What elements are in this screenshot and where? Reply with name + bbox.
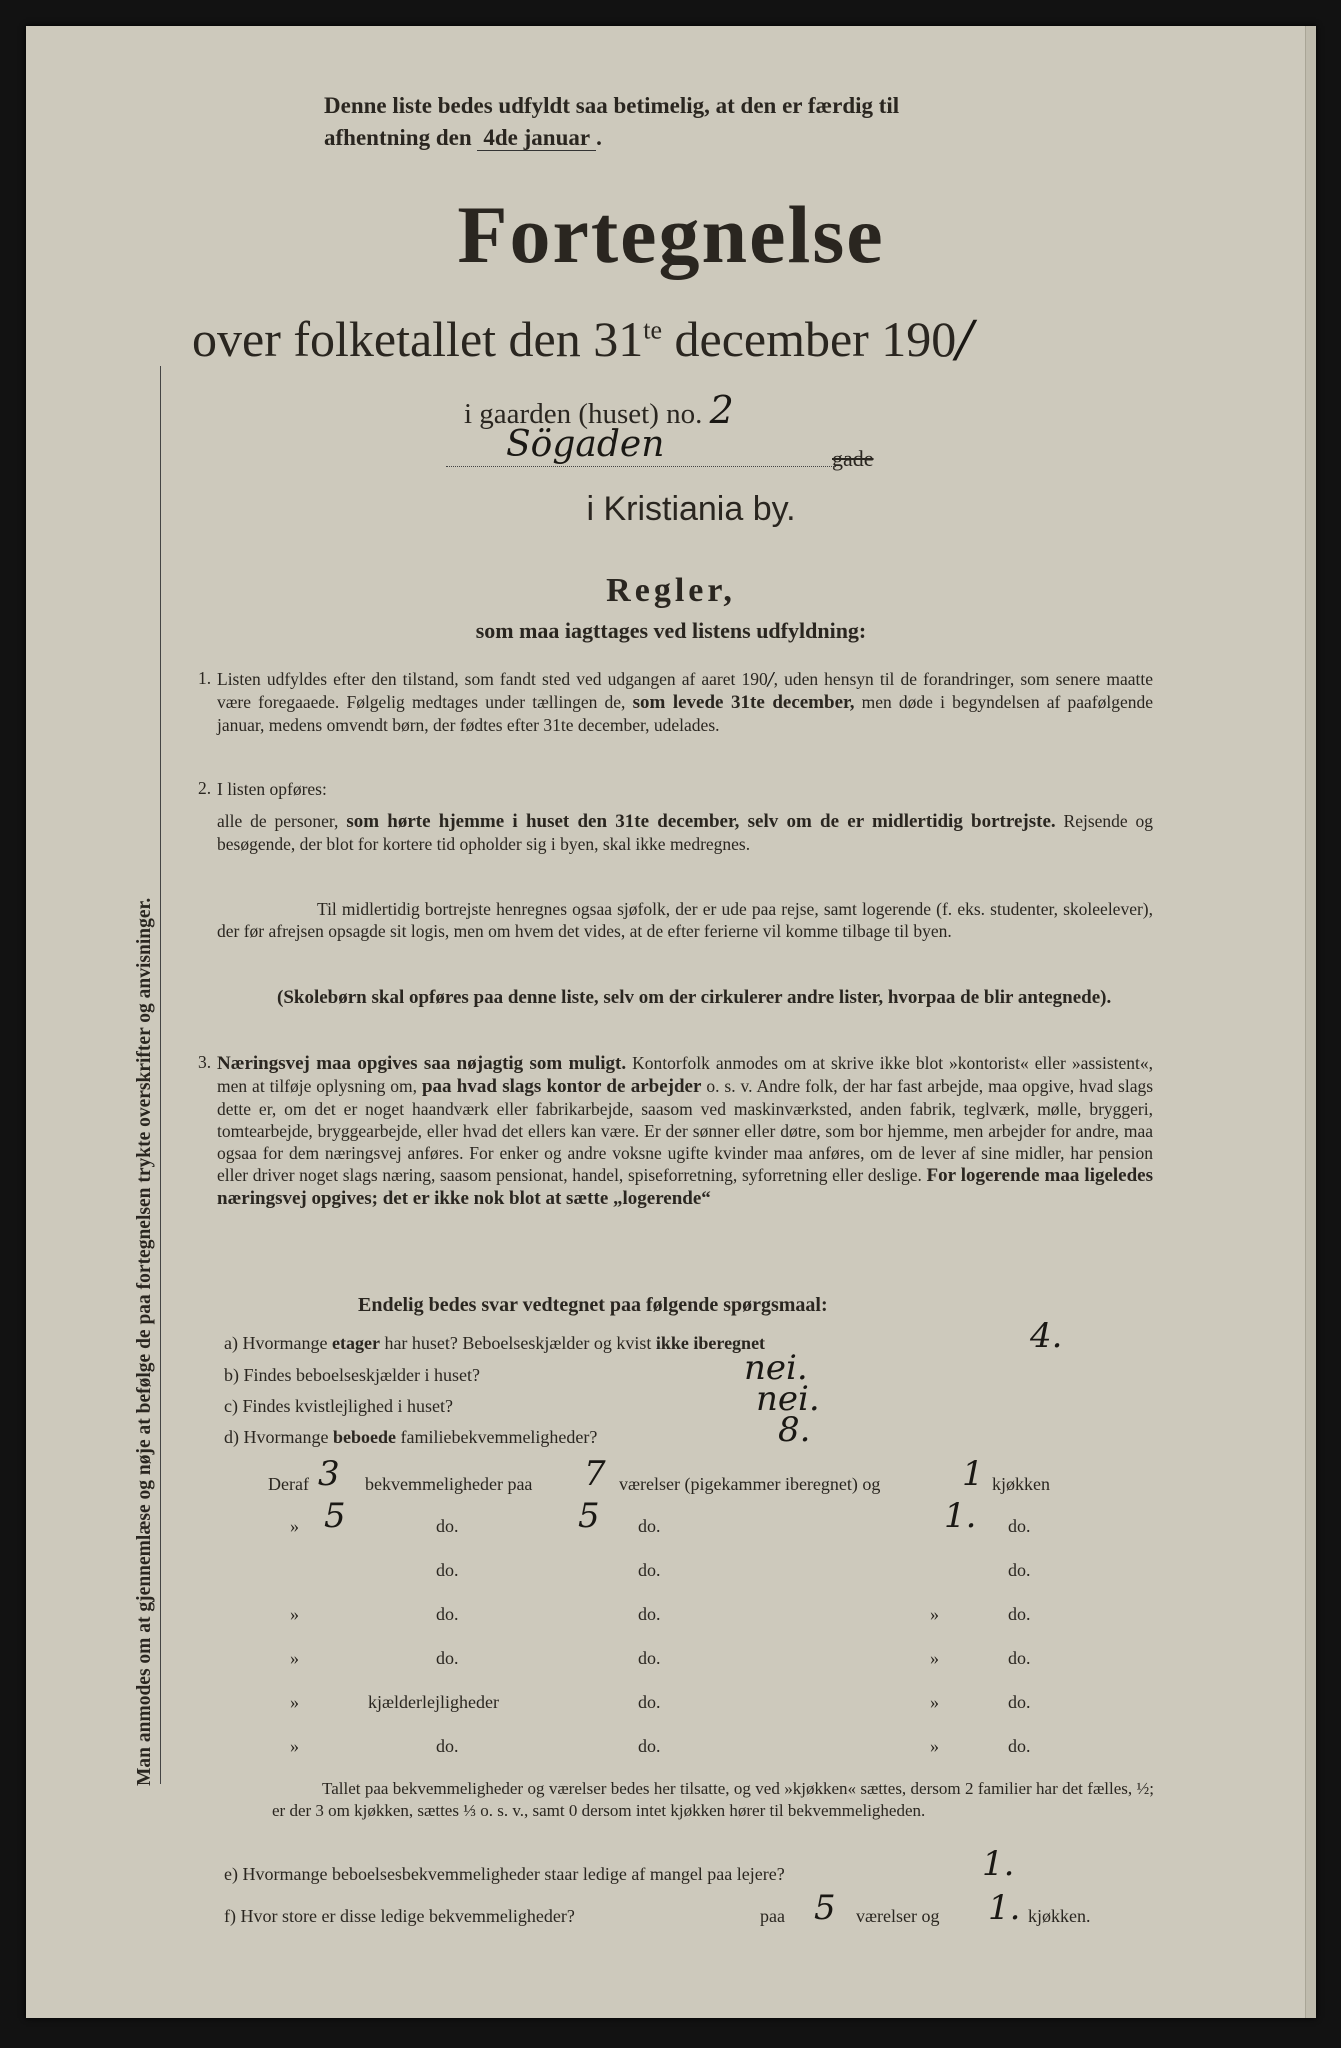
street-name: Sögaden — [506, 424, 665, 465]
street-suffix: gade — [832, 446, 874, 471]
census-form-page — [26, 26, 1316, 2018]
rule-1 — [217, 668, 1153, 736]
row-4-ditto: » — [290, 1604, 299, 1624]
row-4-do-2: do. — [638, 1604, 661, 1624]
rule-2-bold: som hørte hjemme i huset den 31te december, selv om de er midlertidig bortrejste. — [346, 811, 1056, 832]
row-4-do-3: do. — [1008, 1604, 1031, 1624]
row-6-ditto: » — [290, 1692, 299, 1712]
rule-1-year: / — [767, 670, 774, 690]
row-7-do-3: do. — [1008, 1736, 1031, 1756]
question-a-bold-1: etager — [331, 1333, 380, 1353]
question-d-label: d) — [224, 1427, 239, 1447]
row-1-rooms: 7 — [584, 1454, 606, 1494]
answer-b: nei. — [744, 1348, 808, 1388]
notice-line-1: Denne liste bedes udfyldt saa betimelig, at den er færdig til — [324, 93, 900, 118]
row-2-do-1: do. — [436, 1516, 459, 1536]
answer-a: 4. — [1030, 1316, 1063, 1356]
question-f-label: f) — [224, 1906, 236, 1926]
rule-2 — [217, 810, 1153, 855]
subtitle-suffix: december 190 — [662, 311, 957, 367]
question-d-pre: Hvormange — [243, 1427, 329, 1447]
gaard-label: i gaarden (huset) no. — [464, 398, 703, 430]
rules-subheading: som maa iagttages ved listens udfyldning: — [475, 618, 867, 643]
row-4-ditto-2: » — [930, 1604, 939, 1624]
question-f-paa: paa — [760, 1906, 785, 1926]
answer-c: nei. — [756, 1379, 820, 1419]
rule-3-text-b: o. s. v. Andre folk, der har fast arbejde, maa opgive, hvad slags dette er, om det er noget haandværk eller fabrikarbejde, saasom ved maskinværksted, anden fabrik, teglværk, mølle, bryggeri, tomtearbejde, bryggearbejde, eller hvad det ellers kan være. Er der sønner eller døtre, som bor hjemme, men arbejder for andre, maa ogsaa for dem næringsvej anføres. For enker og andre voksne ugifte kvinder maa anføres, om de lever af sine midler, har pension eller driver noget slags næring, saasom pensionat, handel, spiseforretning, syforretning eller deslige. — [217, 1076, 1154, 1185]
question-b — [224, 1365, 480, 1386]
question-d-bold: beboede — [332, 1427, 396, 1447]
question-c — [224, 1396, 453, 1417]
row-5-ditto-2: » — [930, 1648, 939, 1668]
row-2-count: 5 — [324, 1496, 346, 1536]
subtitle-sup: te — [643, 315, 662, 345]
side-note-rule — [160, 366, 161, 1784]
notice — [324, 90, 899, 154]
page-edge — [1305, 26, 1316, 2018]
rule-2-intro: I listen opføres: — [217, 779, 327, 799]
rule-3-bold-2: paa hvad slags kontor de arbejder — [421, 1076, 702, 1097]
question-a-pre: Hvormange — [242, 1333, 328, 1353]
row-3-do-2: do. — [638, 1560, 661, 1580]
row-2-kitchen: 1. — [944, 1496, 977, 1536]
pickup-date: 4de januar — [477, 125, 596, 151]
answer-d: 8. — [778, 1410, 811, 1450]
row-6-do-3: do. — [1008, 1692, 1031, 1712]
row-4-do-1: do. — [436, 1604, 459, 1624]
row-2-do-2: do. — [638, 1516, 661, 1536]
row-2-do-3: do. — [1008, 1516, 1031, 1536]
city: i Kristiania by. — [586, 490, 796, 528]
question-a-mid: har huset? Beboelseskjælder og kvist — [384, 1333, 652, 1353]
row-3-do-1: do. — [436, 1560, 459, 1580]
rule-3-bold-1: Næringsvej maa opgives saa nøjagtig som muligt. — [217, 1053, 627, 1074]
vaer-header: værelser (pigekammer iberegnet) og — [619, 1474, 881, 1494]
notice-line-2-suffix: . — [596, 125, 602, 150]
rule-3 — [217, 1052, 1153, 1210]
kjokken-header: kjøkken — [992, 1474, 1050, 1494]
rule-2-travellers: Til midlertidig bortrejste henregnes ogsaa sjøfolk, der er ude paa rejse, samt logerende (f. eks. studenter, skoleelever), der før afrejsen opsagde sit logis, men om hvem det vides, at de efter ferierne vil komme tilbage til byen. — [217, 899, 1153, 941]
row-2-ditto: » — [290, 1516, 299, 1536]
row-2-rooms: 5 — [578, 1496, 600, 1536]
rule-2-schoolchildren: (Skolebørn skal opføres paa denne liste, selv om der cirkulerer andre lister, hvorpaa de blir antegnede). — [277, 987, 1112, 1008]
rules-heading: Regler, — [606, 572, 736, 609]
question-a-bold-2: ikke iberegnet — [655, 1333, 766, 1353]
question-c-text: Findes kvistlejlighed i huset? — [242, 1396, 453, 1416]
notice-line-2-prefix: afhentning den — [324, 125, 472, 150]
question-f-text: Hvor store er disse ledige bekvemmeligheder? — [240, 1906, 575, 1926]
deraf-label: Deraf — [268, 1474, 309, 1494]
row-5-ditto: » — [290, 1648, 299, 1668]
rule-1-number: 1. — [198, 668, 212, 688]
answer-e: 1. — [982, 1844, 1015, 1884]
question-c-label: c) — [224, 1396, 238, 1416]
question-e — [224, 1864, 785, 1885]
question-a-label: a) — [224, 1333, 238, 1353]
row-6-do-2: do. — [638, 1692, 661, 1712]
rule-2-number: 2. — [198, 778, 212, 798]
house-number: 2 — [709, 388, 734, 432]
rule-2-text-b: Rejsende og besøgende, der blot for kortere tid opholder sig i byen, skal ikke medregnes. — [217, 811, 1154, 854]
row-6-ditto-2: » — [930, 1692, 939, 1712]
answer-f-kitchen: 1. — [988, 1888, 1021, 1928]
question-d — [224, 1427, 597, 1448]
bekv-header: bekvemmeligheder paa — [365, 1474, 533, 1494]
question-a — [224, 1333, 765, 1354]
question-f — [224, 1906, 575, 1927]
row-5-do-2: do. — [638, 1648, 661, 1668]
rule-3-number: 3. — [198, 1052, 212, 1072]
question-b-label: b) — [224, 1365, 239, 1385]
row-7-ditto: » — [290, 1736, 299, 1756]
answer-f-rooms: 5 — [814, 1888, 836, 1928]
row-7-ditto-2: » — [930, 1736, 939, 1756]
subtitle-prefix: over folketallet den 31 — [192, 311, 644, 367]
question-e-text: Hvormange beboelsesbekvemmeligheder staar ledige af mangel paa lejere? — [242, 1864, 785, 1884]
question-f-kjokken: kjøkken. — [1028, 1906, 1091, 1926]
row-5-do-3: do. — [1008, 1648, 1031, 1668]
row-1-kitchen: 1 — [962, 1454, 984, 1494]
page-title: Fortegnelse — [457, 189, 885, 280]
rule-1-text-a: Listen udfyldes efter den tilstand, som fandt sted ved udgangen af aaret 190 — [217, 669, 768, 689]
rule-3-text-a: Kontorfolk anmodes om at skrive ikke blot »kontorist« eller »assistent«, men at tilføje oplysning om, — [217, 1053, 1153, 1096]
row-7-do-2: do. — [638, 1736, 661, 1756]
rule-2-text-a: alle de personer, — [217, 811, 339, 831]
table-note: Tallet paa bekvemmeligheder og værelser bedes her tilsatte, og ved »kjøkken« sættes, dersom 2 familier har det fælles, ½; er der 3 om kjøkken, sættes ⅓ o. s. v., samt 0 dersom intet kjøkken hører til bekvemmeligheden. — [272, 1779, 1154, 1820]
side-note: Man anmodes om at gjennemlæse og nøje at befølge de paa fortegnelsen trykte overskrifter og anvisninger. — [134, 897, 155, 1786]
question-d-post: familiebekvemmeligheder? — [400, 1427, 598, 1447]
kjaelder-label: kjælderlejligheder — [368, 1692, 499, 1712]
row-5-do-1: do. — [436, 1648, 459, 1668]
rule-1-text-b: , uden hensyn til de forandringer, som senere maatte være foregaaede. Følgelig medtages under tællingen de, — [217, 669, 1153, 712]
question-b-text: Findes beboelseskjælder i huset? — [243, 1365, 480, 1385]
rule-3-bold-3: For logerende maa ligeledes næringsvej opgives; det er ikke nok blot at sætte „logerende“ — [217, 1165, 1154, 1209]
notice-line-2 — [324, 122, 899, 154]
question-f-vaer: værelser og — [856, 1906, 940, 1926]
row-7-do-1: do. — [436, 1736, 459, 1756]
row-3-do-3: do. — [1008, 1560, 1031, 1580]
rule-1-text-c: men døde i begyndelsen af paafølgende januar, medens omvendt børn, der fødtes efter 31te december, udelades. — [217, 692, 1154, 735]
subtitle — [192, 310, 973, 368]
year-handwritten: / — [956, 310, 974, 368]
question-e-label: e) — [224, 1864, 238, 1884]
questions-heading: Endelig bedes svar vedtegnet paa følgende spørgsmaal: — [358, 1294, 828, 1316]
row-1-count: 3 — [318, 1454, 340, 1494]
rule-1-bold: som levede 31te december, — [632, 692, 855, 713]
